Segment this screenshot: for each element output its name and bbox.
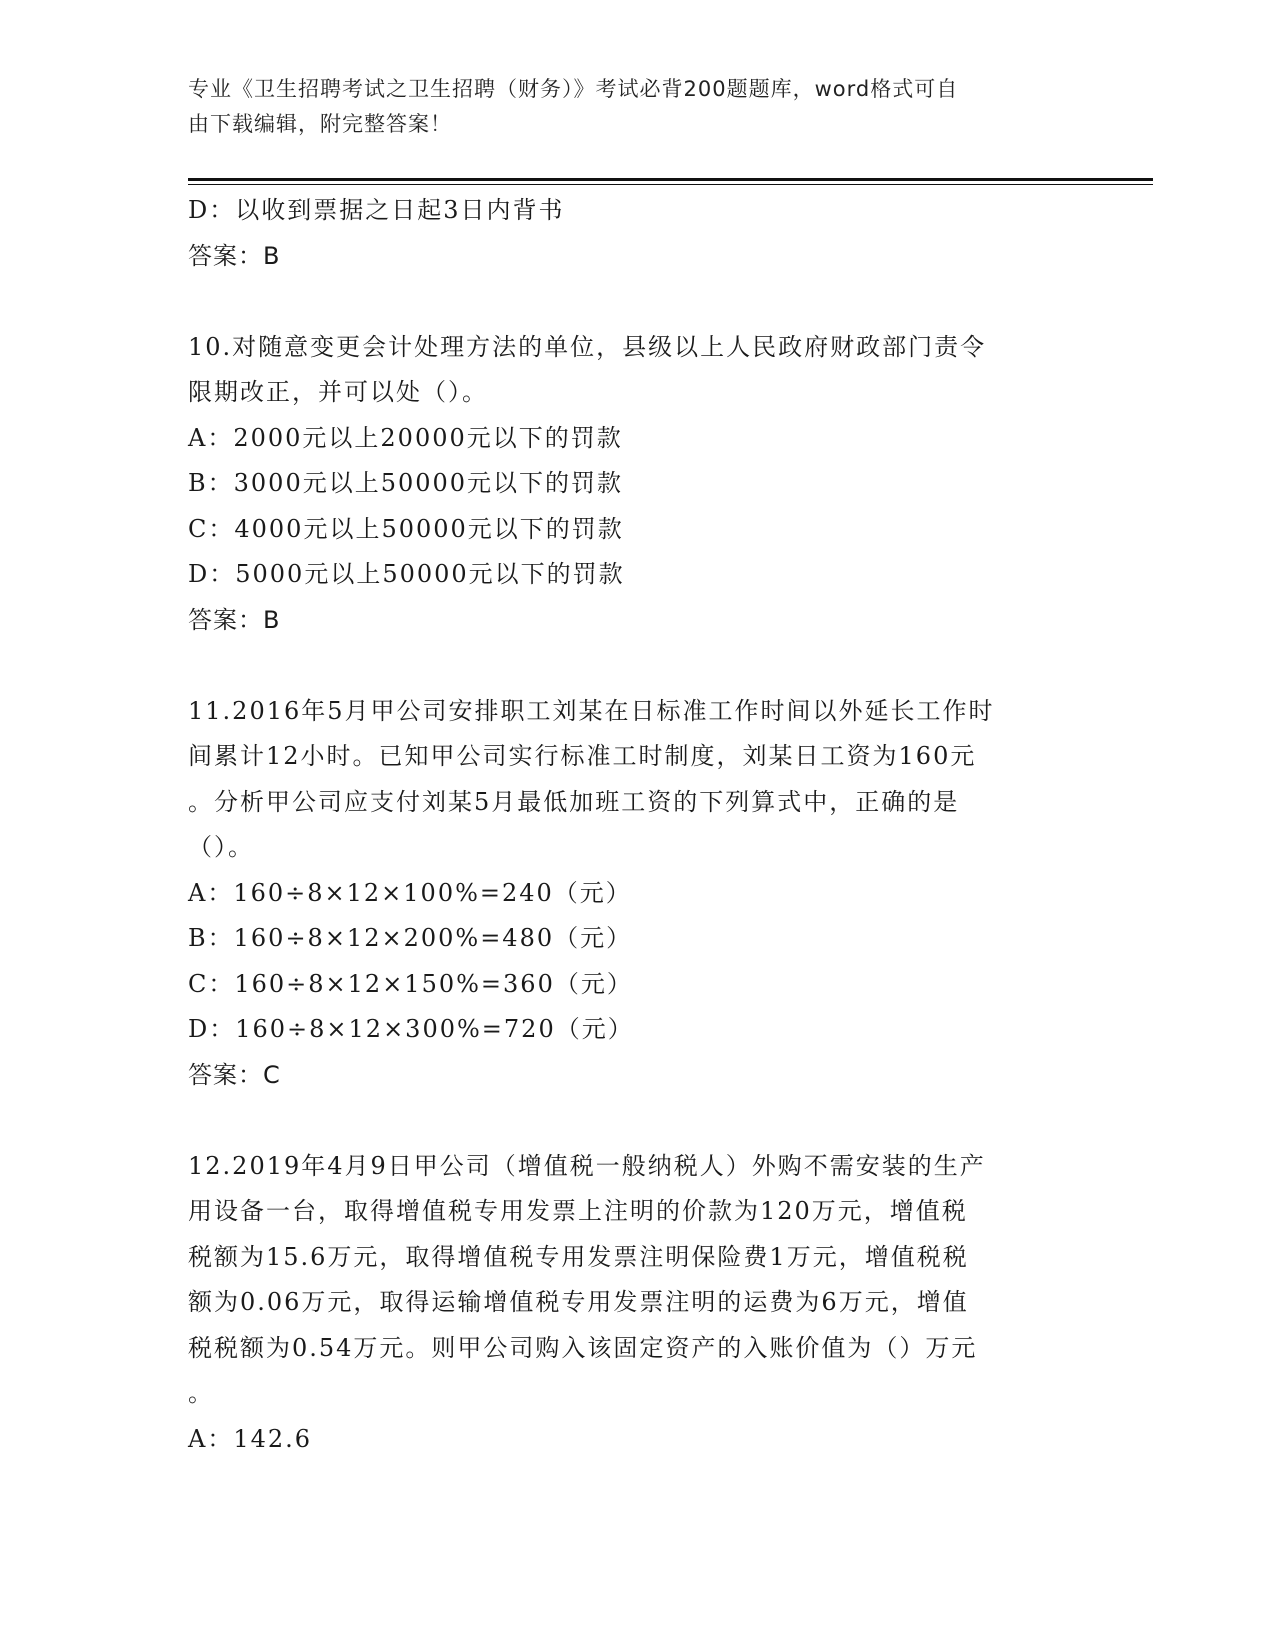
question-stem-line: 。分析甲公司应支付刘某5月最低加班工资的下列算式中，正确的是 xyxy=(188,787,960,816)
spacer xyxy=(188,1098,1088,1144)
document-header xyxy=(188,72,1068,142)
document-body xyxy=(188,188,1088,1462)
question-10 xyxy=(188,325,1088,644)
question-stem-line: 额为0.06万元，取得运输增值税专用发票注明的运费为6万元，增值 xyxy=(188,1288,969,1316)
option-a: A：2000元以上20000元以下的罚款 xyxy=(188,423,623,452)
spacer xyxy=(188,279,1088,325)
option-c: C：4000元以上50000元以下的罚款 xyxy=(188,514,624,543)
option-d: D：以收到票据之日起3日内背书 xyxy=(188,196,565,224)
question-stem-line: 11.2016年5月甲公司安排职工刘某在日标准工作时间以外延长工作时 xyxy=(188,696,995,725)
answer-line: 答案：C xyxy=(188,1060,281,1089)
question-stem-line: （）。 xyxy=(188,833,254,861)
header-rule-thick xyxy=(188,178,1153,181)
spacer xyxy=(188,643,1088,689)
option-c: C：160÷8×12×150%=360（元） xyxy=(188,969,633,998)
previous-question-tail xyxy=(188,188,1088,279)
answer-line: 答案：B xyxy=(188,605,281,634)
option-d: D：5000元以上50000元以下的罚款 xyxy=(188,560,625,588)
answer-line: 答案：B xyxy=(188,241,281,270)
option-d: D：160÷8×12×300%=720（元） xyxy=(188,1015,634,1043)
option-b: B：160÷8×12×200%=480（元） xyxy=(188,924,633,952)
question-stem-line: 10.对随意变更会计处理方法的单位，县级以上人民政府财政部门责令 xyxy=(188,332,987,361)
question-stem-line: 税税额为0.54万元。则甲公司购入该固定资产的入账价值为（）万元 xyxy=(188,1333,978,1362)
option-b: B：3000元以上50000元以下的罚款 xyxy=(188,469,624,497)
header-line-1: 专业《卫生招聘考试之卫生招聘（财务）》考试必背200题题库，word格式可自 xyxy=(188,77,959,101)
header-line-2: 由下载编辑，附完整答案！ xyxy=(188,112,452,136)
question-stem-line: 。 xyxy=(188,1379,214,1407)
question-stem-line: 用设备一台，取得增值税专用发票上注明的价款为120万元，增值税 xyxy=(188,1197,968,1225)
option-a: A：160÷8×12×100%=240（元） xyxy=(188,878,632,907)
question-11 xyxy=(188,689,1088,1099)
question-stem-line: 12.2019年4月9日甲公司（增值税一般纳税人）外购不需安装的生产 xyxy=(188,1151,986,1180)
header-rule-thin xyxy=(188,184,1153,185)
option-a: A：142.6 xyxy=(188,1424,313,1453)
question-stem-line: 税额为15.6万元，取得增值税专用发票注明保险费1万元，增值税税 xyxy=(188,1242,969,1271)
question-12 xyxy=(188,1144,1088,1463)
question-stem-line: 间累计12小时。已知甲公司实行标准工时制度，刘某日工资为160元 xyxy=(188,742,977,770)
question-stem-line: 限期改正，并可以处（）。 xyxy=(188,378,488,406)
